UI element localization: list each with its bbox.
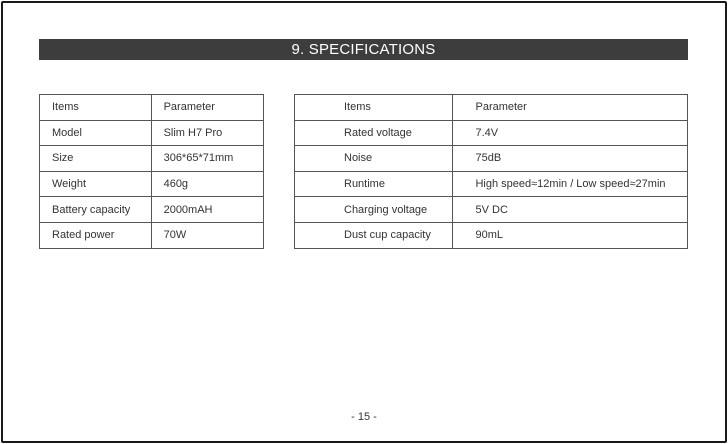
header-items: Items [40, 95, 152, 121]
item-cell: Charging voltage [295, 197, 453, 223]
parameter-cell: 2000mAH [151, 197, 263, 223]
table-header-row [295, 95, 688, 121]
item-cell: Runtime [295, 171, 453, 197]
item-cell: Battery capacity [40, 197, 152, 223]
parameter-cell: 306*65*71mm [151, 146, 263, 172]
item-cell: Noise [295, 146, 453, 172]
table-row [40, 146, 264, 172]
specifications-table-right [294, 94, 688, 249]
item-cell: Rated power [40, 222, 152, 248]
item-cell: Model [40, 120, 152, 146]
table-row [40, 171, 264, 197]
table-row [295, 120, 688, 146]
item-cell: Weight [40, 171, 152, 197]
table-row [40, 222, 264, 248]
header-items: Items [295, 95, 453, 121]
section-title: 9. SPECIFICATIONS [39, 39, 688, 60]
header-parameter: Parameter [151, 95, 263, 121]
table-row [295, 197, 688, 223]
parameter-cell: 75dB [453, 146, 688, 172]
parameter-cell: 5V DC [453, 197, 688, 223]
item-cell: Size [40, 146, 152, 172]
table-row [295, 171, 688, 197]
parameter-cell: 90mL [453, 222, 688, 248]
parameter-cell: Slim H7 Pro [151, 120, 263, 146]
parameter-cell: 70W [151, 222, 263, 248]
specifications-table-left [39, 94, 264, 249]
parameter-cell: 460g [151, 171, 263, 197]
table-header-row [40, 95, 264, 121]
item-cell: Dust cup capacity [295, 222, 453, 248]
parameter-cell: High speed≈12min / Low speed≈27min [453, 171, 688, 197]
table-row [40, 120, 264, 146]
item-cell: Rated voltage [295, 120, 453, 146]
parameter-cell: 7.4V [453, 120, 688, 146]
table-row [295, 146, 688, 172]
page-number: - 15 - [351, 411, 377, 423]
table-row [40, 197, 264, 223]
table-row [295, 222, 688, 248]
header-parameter: Parameter [453, 95, 688, 121]
